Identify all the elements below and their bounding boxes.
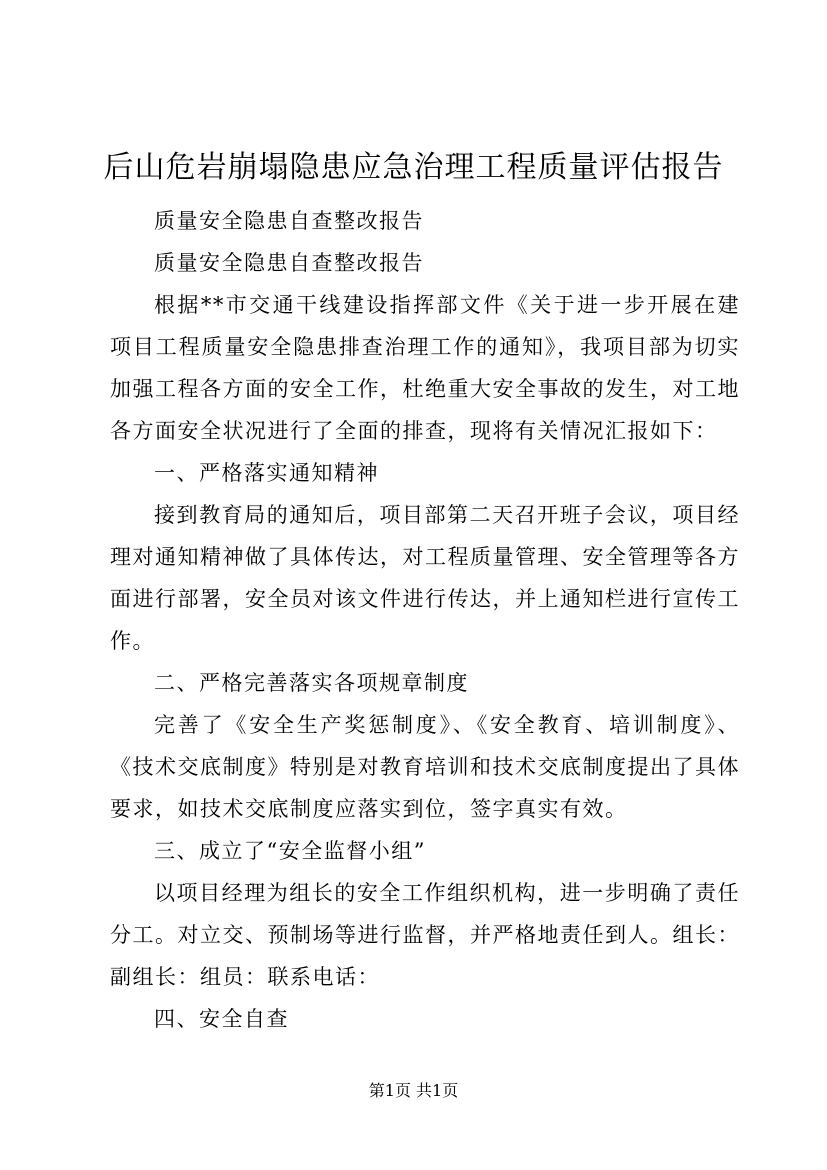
paragraph: 完善了《安全生产奖惩制度》、《安全教育、培训制度》、《技术交底制度》特别是对教育培训和技术交底制度提出了具体要求，如技术交底制度应落实到位，签字真实有效。	[110, 713, 740, 821]
paragraph: 质量安全隐患自查整改报告	[154, 209, 424, 233]
paragraph: 质量安全隐患自查整改报告	[154, 251, 424, 275]
section-heading: 二、严格完善落实各项规章制度	[154, 671, 469, 695]
document-title: 后山危岩崩塌隐患应急治理工程质量评估报告	[103, 150, 724, 185]
section-heading: 一、严格落实通知精神	[154, 461, 379, 485]
section-heading: 三、成立了“安全监督小组”	[154, 839, 426, 863]
page-footer: 第1页 共1页	[368, 1081, 459, 1100]
paragraph: 以项目经理为组长的安全工作组织机构，进一步明确了责任分工。对立交、预制场等进行监督，并严格地责任到人。组长：副组长：组员：联系电话：	[110, 881, 740, 989]
paragraph: 接到教育局的通知后，项目部第二天召开班子会议，项目经理对通知精神做了具体传达，对工程质量管理、安全管理等各方面进行部署，安全员对该文件进行传达，并上通知栏进行宣传工作。	[110, 503, 740, 653]
document-body	[110, 200, 740, 1040]
section-heading: 四、安全自查	[154, 1007, 289, 1031]
paragraph: 根据**市交通干线建设指挥部文件《关于进一步开展在建项目工程质量安全隐患排查治理工作的通知》，我项目部为切实加强工程各方面的安全工作，杜绝重大安全事故的发生，对工地各方面安全状况进行了全面的排查，现将有关情况汇报如下：	[110, 293, 740, 443]
